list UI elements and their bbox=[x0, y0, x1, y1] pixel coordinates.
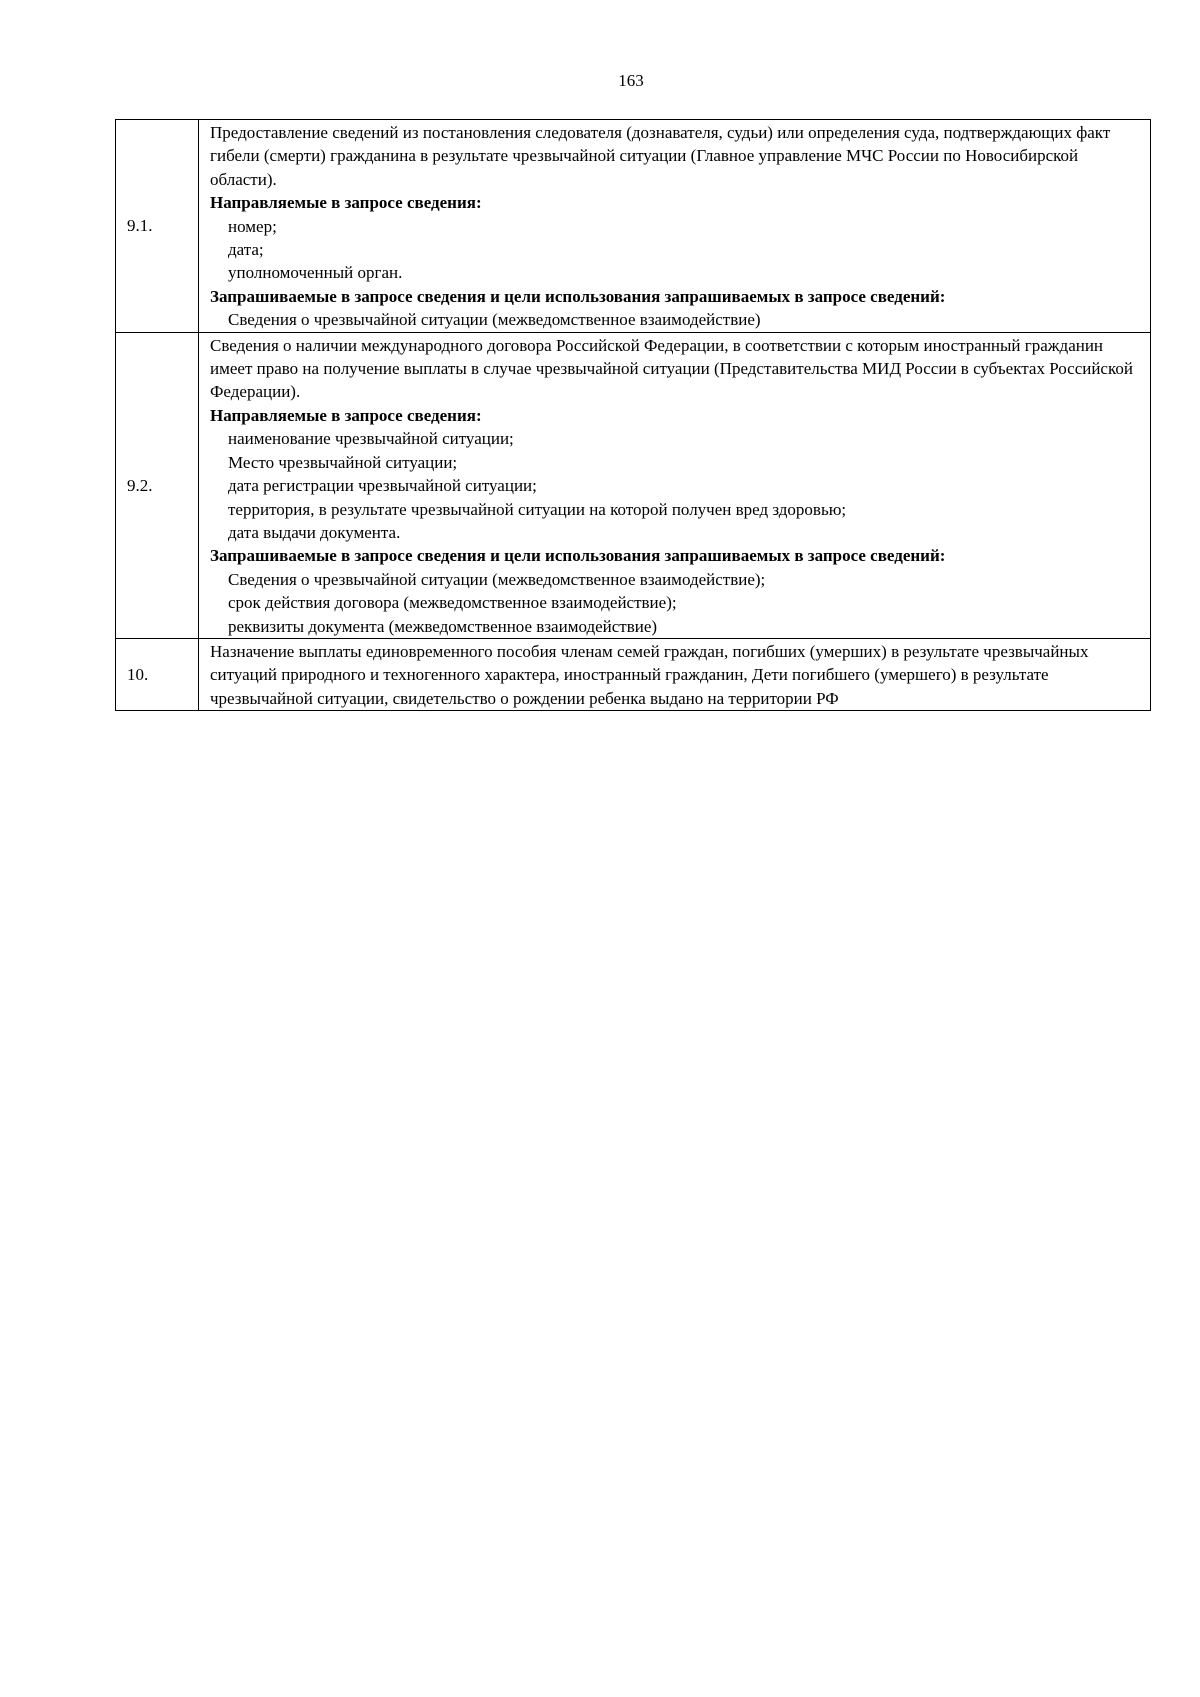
row-description: Предоставление сведений из постановления следователя (дознавателя, судьи) или определения суда, подтверждающих факт гибели (смерти) гражданина в результате чрезвычайной ситуации (Главное управление МЧС России по Новосибирской области). bbox=[210, 123, 1111, 189]
requested-heading: Запрашиваемые в запросе сведения и цели использования запрашиваемых в запросе сведений: bbox=[210, 546, 946, 566]
row-content bbox=[199, 332, 1151, 638]
requested-item: Сведения о чрезвычайной ситуации (межведомственное взаимодействие) bbox=[228, 310, 761, 330]
table-row bbox=[116, 332, 1151, 638]
requested-item: срок действия договора (межведомственное взаимодействие); bbox=[228, 593, 677, 613]
services-table bbox=[115, 119, 1151, 711]
sent-item: дата регистрации чрезвычайной ситуации; bbox=[228, 476, 537, 496]
row-content bbox=[199, 638, 1151, 710]
page-number: 163 bbox=[618, 71, 644, 90]
row-description: Назначение выплаты единовременного пособия членам семей граждан, погибших (умерших) в результате чрезвычайных ситуаций природного и техногенного характера, иностранный гражданин, Дети погибшего (умершего) в результате чрезвычайной ситуации, свидетельство о рождении ребенка выдано на территории РФ bbox=[210, 641, 1089, 708]
row-number: 10. bbox=[116, 638, 199, 710]
requested-heading: Запрашиваемые в запросе сведения и цели использования запрашиваемых в запросе сведений: bbox=[210, 286, 946, 306]
sent-item: номер; bbox=[228, 216, 277, 236]
sent-heading: Направляемые в запросе сведения: bbox=[210, 193, 482, 213]
sent-item: наименование чрезвычайной ситуации; bbox=[228, 429, 514, 449]
sent-item: дата; bbox=[228, 240, 264, 260]
row-content bbox=[199, 120, 1151, 333]
row-number: 9.1. bbox=[116, 120, 199, 333]
table-row bbox=[116, 638, 1151, 710]
sent-item: дата выдачи документа. bbox=[228, 522, 401, 542]
row-number: 9.2. bbox=[116, 332, 199, 638]
requested-item: Сведения о чрезвычайной ситуации (межведомственное взаимодействие); bbox=[228, 569, 766, 589]
sent-item: Место чрезвычайной ситуации; bbox=[228, 452, 458, 472]
sent-heading: Направляемые в запросе сведения: bbox=[210, 405, 482, 425]
requested-item: реквизиты документа (межведомственное взаимодействие) bbox=[228, 616, 658, 636]
sent-item: территория, в результате чрезвычайной ситуации на которой получен вред здоровью; bbox=[228, 499, 847, 519]
table-row bbox=[116, 120, 1151, 333]
row-description: Сведения о наличии международного договора Российской Федерации, в соответствии с которым иностранный гражданин имеет право на получение выплаты в случае чрезвычайной ситуации (Представительства МИД России в субъектах Российской Федерации). bbox=[210, 335, 1133, 402]
sent-item: уполномоченный орган. bbox=[228, 263, 403, 283]
